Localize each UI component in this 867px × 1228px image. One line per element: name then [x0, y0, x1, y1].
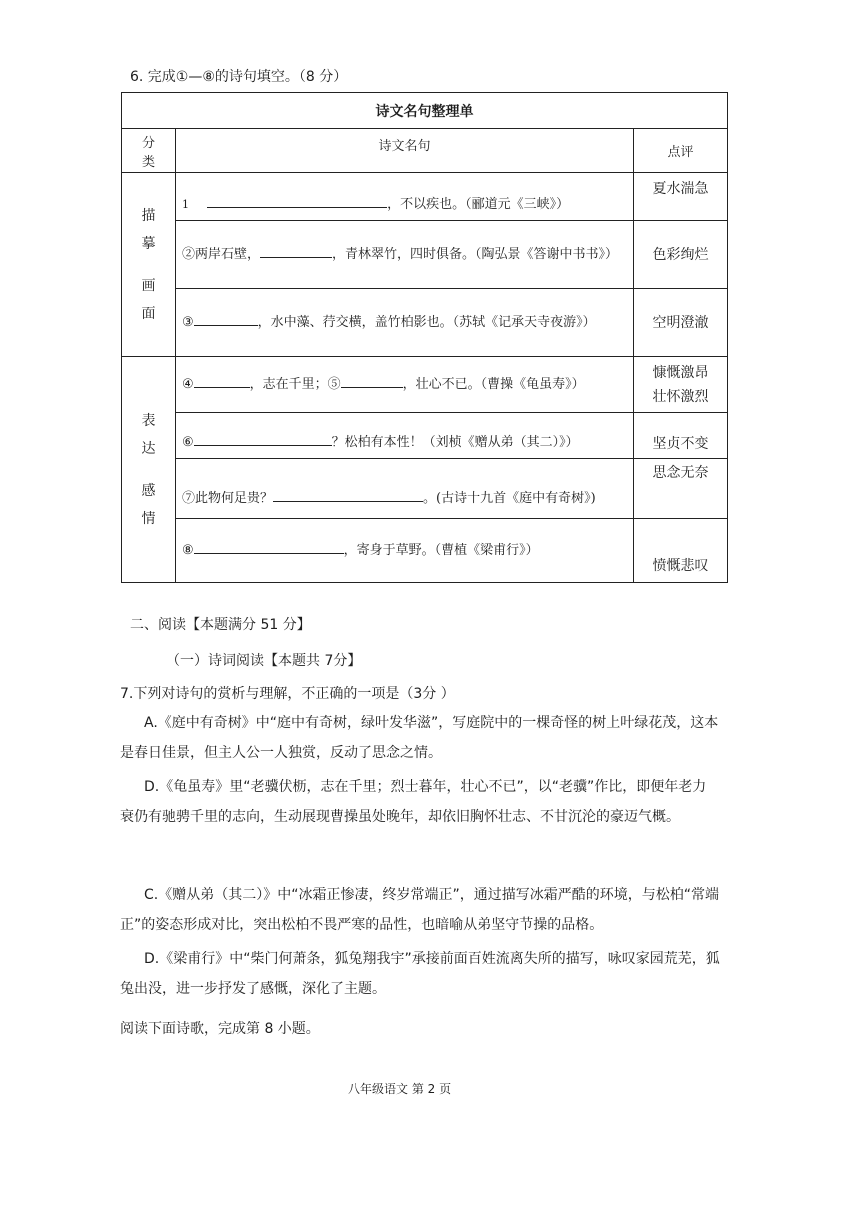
question-6-instruction: 6. 完成①—⑧的诗句填空。（8 分）: [130, 69, 348, 85]
poem-table: [121, 92, 728, 583]
sentence-row-2: ②两岸石壁， ，青林翠竹，四时俱备。（陶弘景《答谢中书书》）: [176, 221, 634, 289]
sentence-row-3: ③ ，水中藻、荇交横，盖竹柏影也。（苏轼《记承天寺夜游》）: [176, 289, 634, 357]
sentence-row-4-5: ④ ，志在千里；⑤ ，壮心不已。（曹操《龟虽寿》）: [176, 357, 634, 413]
category-express-emotion: 表 达 感 情: [122, 357, 176, 583]
q7-option-b: D.《龟虽寿》里“老骥伏枥，志在千里；烈士暮年，壮心不已”，以“老骥”作比，即便年老力衰仍有驰骋千里的志向，生动展现曹操虽处晚年，却依旧胸怀壮志、不甘沉沦的豪迈气概。: [120, 779, 707, 825]
section-2-subtitle: （一）诗词阅读【本题共 7分】: [166, 653, 362, 669]
blank-3[interactable]: [194, 311, 258, 326]
sentence-row-8: ⑧ ，寄身于草野。（曹植《梁甫行》）: [176, 519, 634, 583]
category-depict-scene: 描 摹 画 面: [122, 173, 176, 357]
page-footer: 八年级语文 第 2 页: [348, 1082, 452, 1096]
review-row-7: 思念无奈: [634, 459, 728, 519]
blank-1[interactable]: [207, 193, 387, 208]
sentence-row-1: 1 ，不以疾也。（郦道元《三峡》）: [176, 173, 634, 221]
q7-option-d: D.《梁甫行》中“柴门何萧条，狐兔翔我宇”承接前面百姓流离失所的描写，咏叹家园荒芜，狐兔出没，进一步抒发了感慨，深化了主题。: [120, 951, 720, 997]
review-row-8: 愤慨悲叹: [634, 519, 728, 583]
header-category: 分 类: [122, 129, 176, 173]
review-row-3: 空明澄澈: [634, 289, 728, 357]
question-7: 7.下列对诗句的赏析与理解，不正确的一项是（3分 ）: [120, 686, 455, 702]
review-row-2: 色彩绚烂: [634, 221, 728, 289]
blank-7[interactable]: [273, 487, 423, 502]
review-row-6: 坚贞不变: [634, 413, 728, 459]
blank-4[interactable]: [194, 373, 250, 388]
section-2-title: 二、阅读【本题满分 51 分】: [130, 617, 311, 633]
blank-5[interactable]: [341, 373, 403, 388]
sentence-row-6: ⑥ ？松柏有本性！（刘桢《赠从弟（其二）》）: [176, 413, 634, 459]
sentence-row-7: ⑦此物何足贵？ 。(古诗十九首《庭中有奇树》): [176, 459, 634, 519]
table-title: 诗文名句整理单: [122, 93, 728, 129]
question-8-intro: 阅读下面诗歌，完成第 8 小题。: [120, 1021, 320, 1037]
q7-option-a: A.《庭中有奇树》中“庭中有奇树，绿叶发华滋”，写庭院中的一棵奇怪的树上叶绿花茂，这本是春日佳景，但主人公一人独赏，反动了思念之情。: [120, 715, 719, 761]
review-row-1: 夏水湍急: [634, 173, 728, 221]
review-row-4: 慷慨激昂 壮怀激烈: [634, 357, 728, 413]
header-sentence: 诗文名句: [176, 129, 634, 173]
blank-8[interactable]: [194, 539, 344, 554]
blank-6[interactable]: [194, 431, 332, 446]
header-review: 点评: [634, 129, 728, 173]
q7-option-c: C.《赠从弟（其二）》中“冰霜正惨凄，终岁常端正”，通过描写冰霜严酷的环境，与松柏“常端正”的姿态形成对比，突出松柏不畏严寒的品性，也暗喻从弟坚守节操的品格。: [120, 887, 719, 933]
blank-2[interactable]: [260, 243, 332, 258]
